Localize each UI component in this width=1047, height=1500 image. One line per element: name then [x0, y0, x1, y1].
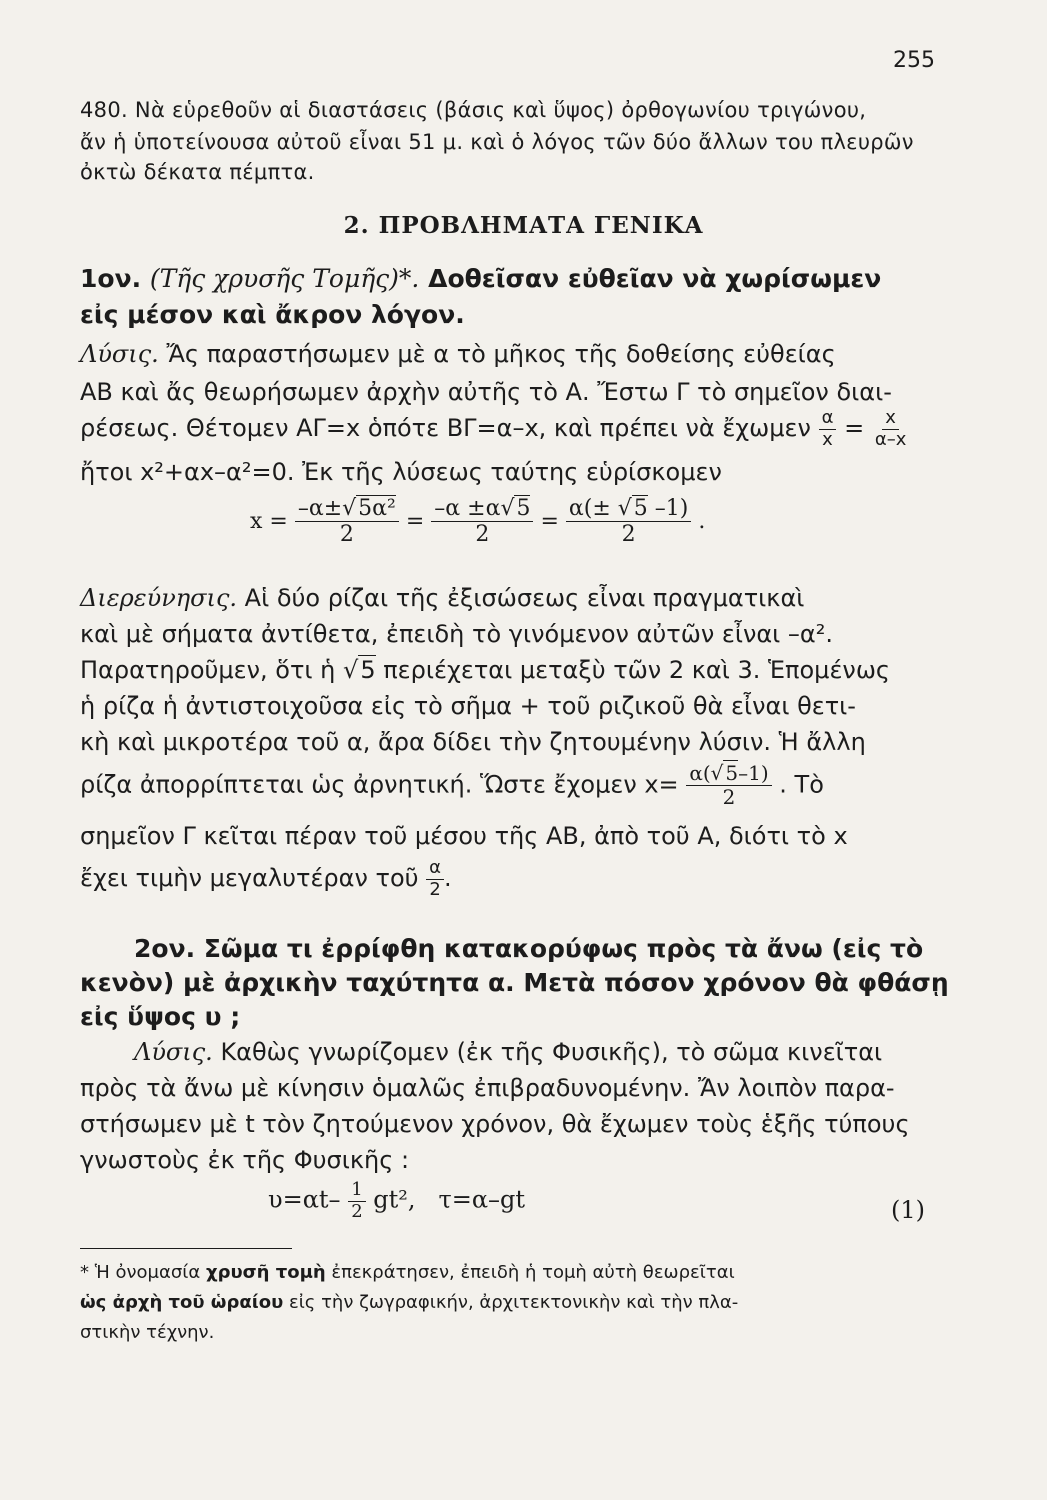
discussion-line-5: κὴ καὶ μικροτέρα τοῦ α, ἄρα δίδει τὴν ζητουμένην λύσιν. Ἡ ἄλλη [80, 728, 866, 756]
section-title: 2. ΠΡΟΒΛΗΜΑΤΑ ΓΕΝΙΚΑ [343, 212, 704, 239]
discussion-label: Διερεύνησις. [80, 584, 238, 612]
discussion-line-1: Διερεύνησις. Αἱ δύο ρίζαι τῆς ἐξισώσεως εἶναι πραγματικαὶ [80, 584, 805, 612]
problem-2-line-3: εἰς ὕψος υ ; [80, 1002, 241, 1031]
problem-2-solution-line-3: στήσωμεν μὲ t τὸν ζητούμενον χρόνον, θὰ ἔχωμεν τοὺς ἑξῆς τύπους [80, 1110, 910, 1138]
solution-text: ρέσεως. Θέτομεν ΑΓ=x ὁπότε ΒΓ=α–x, καὶ πρέπει νὰ ἔχωμεν [80, 414, 811, 443]
footnote-line-1: * Ἡ ὀνομασία χρυσῆ τομὴ ἐπεκράτησεν, ἐπειδὴ ἡ τομὴ αὐτὴ θεωρεῖται [80, 1262, 735, 1283]
problem-480-line-1: 480. Νὰ εὑρεθοῦν αἱ διαστάσεις (βάσις καὶ ὕψος) ὀρθογωνίου τριγώνου, [80, 98, 867, 122]
problem-1-statement-1: Δοθεῖσαν εὐθεῖαν νὰ χωρίσωμεν [428, 264, 882, 293]
problem-1-heading [80, 264, 881, 293]
problem-1-solution-line-1 [80, 340, 836, 368]
equation-number: (1) [891, 1196, 925, 1224]
discussion-line-6: ρίζα ἀπορρίπτεται ὡς ἀρνητική. Ὥστε ἔχομεν x= $\frac{\alpha(√ 5-1)}{2}$ . Τὸ [80, 761, 824, 809]
problem-480-line-3: ὀκτὼ δέκατα πέμπτα. [80, 160, 315, 184]
problem-2-number: 2ον. [134, 934, 196, 963]
motion-equation: υ=αt– $\frac{1}{2}$ gt², τ=α–gt [268, 1179, 526, 1222]
solution-label: Λύσις. [134, 1038, 213, 1066]
solution-text: Ἄς παραστήσωμεν μὲ α τὸ μῆκος τῆς δοθείσης εὐθείας [166, 340, 836, 368]
discussion-line-8: ἔχει τιμὴν μεγαλυτέραν τοῦ $\frac{\alpha}{2}$ . [80, 857, 452, 900]
solution-fraction: $\frac{\alpha(√ 5-1)}{2}$ [686, 762, 771, 809]
problem-1-solution-line-4: ἤτοι x²+αx–α²=0. Ἐκ τῆς λύσεως ταύτης εὑρίσκομεν [80, 458, 722, 486]
problem-1-statement-2: εἰς μέσον καὶ ἄκρον λόγον. [80, 300, 465, 329]
problem-1-solution-line-2: ΑΒ καὶ ἄς θεωρήσωμεν ἀρχὴν αὐτῆς τὸ Α. Ἔστω Γ τὸ σημεῖον διαι- [80, 378, 892, 406]
footnote-line-2: ὡς ἀρχὴ τοῦ ὡραίου εἰς τὴν ζωγραφικήν, ἀρχιτεκτονικὴν καὶ τὴν πλα- [80, 1292, 739, 1313]
problem-2-solution-line-2: πρὸς τὰ ἄνω μὲ κίνησιν ὁμαλῶς ἐπιβραδυνομένην. Ἄν λοιπὸν παρα- [80, 1074, 895, 1102]
ratio-equals: = [844, 414, 865, 443]
solution-label: Λύσις. [80, 340, 159, 368]
quadratic-solution-formula: x = $\frac{\text{–α±√5α²}}{2}$ = $\frac{-\alpha \pm\alpha√5}{2}$ = $\frac{\alpha(\pm √5 -1)}{2}$ . [250, 496, 706, 548]
discussion-line-3: Παρατηροῦμεν, ὅτι ἡ √5 περιέχεται μεταξὺ τῶν 2 καὶ 3. Ἑπομένως [80, 656, 890, 684]
half-fraction: $\frac{\alpha}{2}$ [426, 858, 444, 900]
footnote-line-3: στικὴν τέχνην. [80, 1322, 215, 1343]
problem-2-solution-line-1: Λύσις. Καθὼς γνωρίζομεν (ἐκ τῆς Φυσικῆς), τὸ σῶμα κινεῖται [134, 1038, 883, 1066]
problem-1-number: 1ον. [80, 264, 142, 293]
problem-1-title: (Τῆς χρυσῆς Τομῆς)*. [149, 264, 420, 293]
ratio-fraction-right: $\frac{x}{\alpha-x}$ [874, 407, 907, 450]
discussion-line-7: σημεῖον Γ κεῖται πέραν τοῦ μέσου τῆς ΑΒ, ἀπὸ τοῦ Α, διότι τὸ x [80, 822, 848, 850]
formula-fraction-1: $\frac{\text{–α±√5α²}}{2}$ [295, 496, 399, 548]
problem-2-line-1: 2ον. Σῶμα τι ἐρρίφθη κατακορύφως πρὸς τὰ ἄνω (εἰς τὸ [134, 934, 924, 963]
formula-fraction-2: $\frac{-\alpha \pm\alpha√5}{2}$ [431, 496, 533, 548]
discussion-line-2: καὶ μὲ σήματα ἀντίθετα, ἐπειδὴ τὸ γινόμενον αὐτῶν εἶναι –α². [80, 620, 833, 648]
problem-2-solution-line-4: γνωστοὺς ἐκ τῆς Φυσικῆς : [80, 1146, 410, 1174]
problem-2-line-2: κενὸν) μὲ ἀρχικὴν ταχύτητα α. Μετὰ πόσον χρόνον θὰ φθάσῃ [80, 968, 949, 997]
discussion-line-4: ἡ ρίζα ἡ ἀντιστοιχοῦσα εἰς τὸ σῆμα + τοῦ ριζικοῦ θὰ εἶναι θετι- [80, 692, 856, 720]
one-half-fraction: $\frac{1}{2}$ [348, 1180, 365, 1222]
footnote-rule [80, 1248, 292, 1249]
problem-1-solution-line-3 [80, 408, 909, 450]
problem-480-line-2: ἄν ἡ ὑποτείνουσα αὐτοῦ εἶναι 51 μ. καὶ ὁ λόγος τῶν δύο ἄλλων του πλευρῶν [80, 130, 914, 154]
ratio-fraction-left: $\frac{\alpha}{x}$ [819, 408, 837, 450]
formula-fraction-3: $\frac{\alpha(\pm √5 -1)}{2}$ [566, 496, 691, 548]
page-number: 255 [893, 48, 935, 73]
